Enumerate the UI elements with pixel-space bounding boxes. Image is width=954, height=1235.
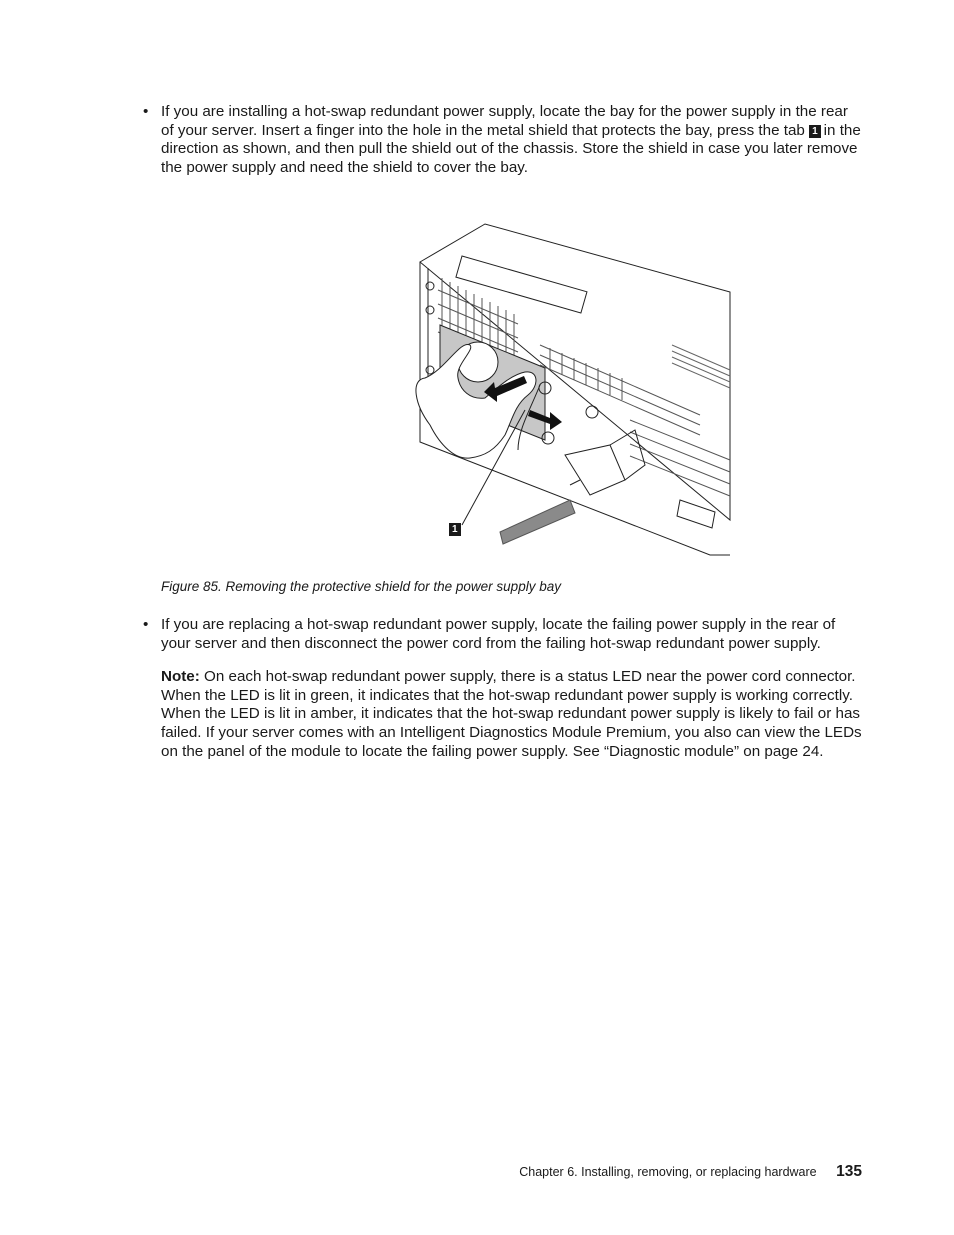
bullet-install-part2: in the direction as shown, and then pull the shield out of the chassis. Store the shield in case you later remove the power supply and need the shield to cover the bay. (161, 121, 861, 177)
bullet-replace-text: If you are replacing a hot-swap redundant power supply, locate the failing power supply in the rear of your server and then disconnect the power cord from the failing hot-swap redundant power supply. (161, 616, 836, 652)
note-label: Note: (161, 668, 200, 685)
page-footer (519, 1163, 862, 1181)
server-illustration (400, 220, 740, 565)
bullet-install-psu (143, 103, 863, 178)
callout-1-inline: 1 (809, 125, 821, 138)
bullet-install-part1: If you are installing a hot-swap redundant power supply, locate the bay for the power supply in the rear of your server. Insert a finger into the hole in the metal shield that protects the bay, press the tab (161, 103, 848, 139)
bullet-dot: • (143, 103, 149, 120)
figure-caption: Figure 85. Removing the protective shield for the power supply bay (161, 579, 561, 594)
page-number: 135 (836, 1163, 862, 1180)
callout-1-figure: 1 (449, 523, 461, 536)
note-text: On each hot-swap redundant power supply, there is a status LED near the power cord connector. When the LED is lit in green, it indicates that the hot-swap redundant power supply is working correctly. When the LED is lit in amber, it indicates that the hot-swap redundant power supply is likely to fail or has failed. If your server comes with an Intelligent Diagnostics Module Premium, you also can view the LEDs on the panel of the module to locate the failing power supply. See “Diagnostic module” on page 24. (161, 668, 862, 760)
figure-remove-shield (400, 220, 740, 565)
note-paragraph (161, 668, 866, 762)
bullet-replace-psu (143, 616, 863, 653)
footer-chapter: Chapter 6. Installing, removing, or replacing hardware (519, 1165, 817, 1179)
bullet-install-text (161, 103, 863, 178)
bullet-dot: • (143, 616, 149, 633)
